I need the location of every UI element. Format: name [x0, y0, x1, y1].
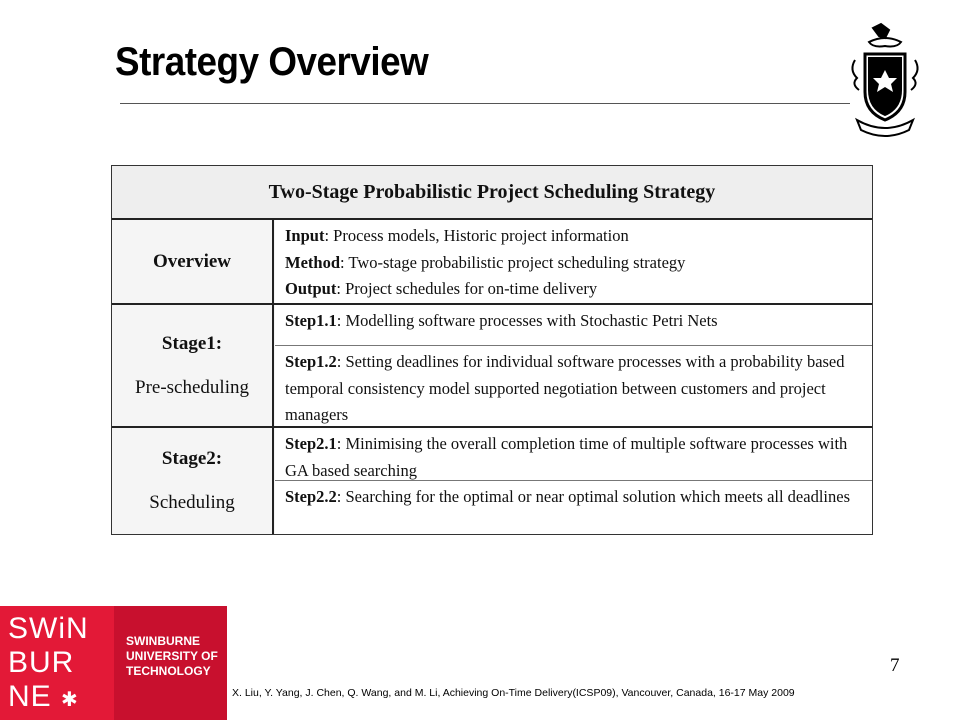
step2-1-text: : Minimising the overall completion time of multiple software processes with GA based searching: [285, 434, 848, 480]
step1-2-cell: [275, 346, 872, 426]
logo-letters-line3: NE ✱: [8, 680, 79, 713]
logo-university-name: SWINBURNE UNIVERSITY OF TECHNOLOGY: [126, 634, 218, 678]
logo-star-icon: ✱: [61, 689, 79, 711]
step1-2-key: Step1.2: [285, 352, 337, 371]
coat-of-arms-icon: [845, 20, 925, 140]
logo-letters-line2: BUR: [8, 646, 75, 679]
stage1-label: Stage1:: [161, 332, 223, 354]
stage1-sublabel: Pre-scheduling: [135, 376, 249, 398]
stage2-sublabel: Scheduling: [149, 492, 235, 513]
overview-method: Method: Two-stage probabilistic project scheduling strategy: [285, 252, 686, 272]
stage2-label-cell: [112, 428, 274, 534]
overview-label: Overview: [152, 251, 232, 272]
page-number: 7: [890, 655, 900, 676]
stage2-label: Stage2:: [161, 448, 223, 469]
table-title: Two-Stage Probabilistic Project Scheduling Strategy: [112, 166, 872, 220]
step2-2-cell: [275, 481, 872, 534]
step1-1-text: : Modelling software processes with Stochastic Petri Nets: [336, 311, 718, 330]
logo-letters-line1: SWiN: [8, 612, 89, 645]
citation-footer: X. Liu, Y. Yang, J. Chen, Q. Wang, and M. Li, Achieving On-Time Delivery(ICSP09), Vancouver, Canada, 16-17 May 2009: [232, 687, 795, 699]
title-divider: [120, 103, 850, 104]
swinburne-logo: [0, 606, 227, 720]
slide-title: Strategy Overview: [115, 40, 429, 84]
overview-label-cell: [112, 220, 274, 304]
step2-2-key: Step2.2: [285, 487, 337, 506]
overview-input: Input: Process models, Historic project information: [285, 226, 629, 245]
overview-output: Output: Project schedules for on-time delivery: [285, 279, 598, 298]
stage1-label-cell: [112, 305, 274, 426]
logo-monogram: [0, 606, 114, 720]
overview-content: [275, 220, 872, 304]
step2-1-key: Step2.1: [285, 434, 337, 453]
step1-2-text: : Setting deadlines for individual software processes with a probability based temporal consistency model supported negotiation between customers and project managers: [285, 352, 845, 424]
strategy-table: [111, 165, 873, 535]
step1-1-cell: [275, 305, 872, 345]
step1-1-key: Step1.1: [285, 311, 337, 330]
step2-2-text: : Searching for the optimal or near optimal solution which meets all deadlines: [336, 487, 850, 506]
step2-1-cell: [275, 428, 872, 480]
